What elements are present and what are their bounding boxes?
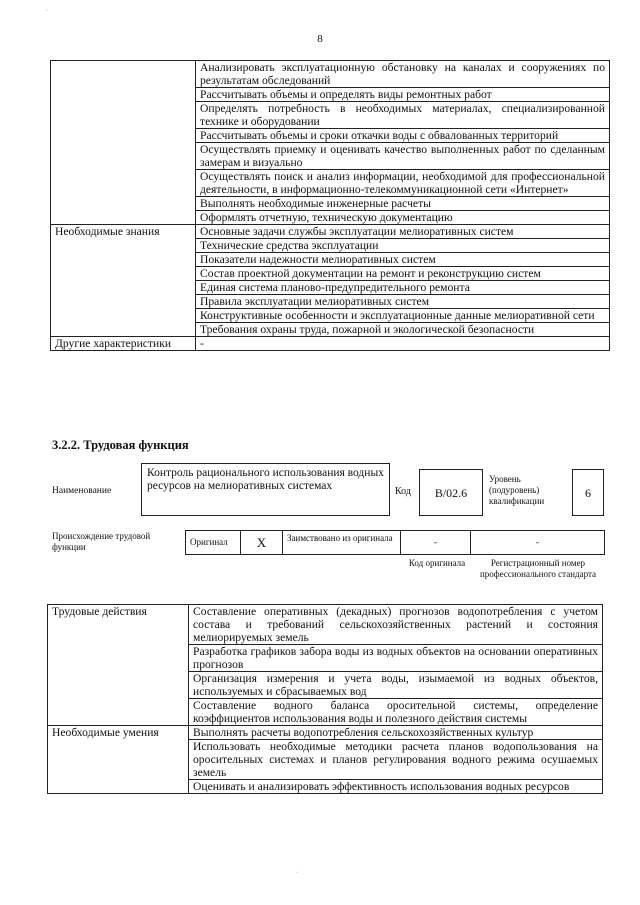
row-description: Оформлять отчетную, техническую документацию — [196, 211, 610, 225]
origin-row — [185, 530, 605, 555]
row-description: Выполнять расчеты водопотребления сельскохозяйственных культур — [189, 726, 603, 740]
registration-number-cell: - — [536, 537, 539, 547]
row-description: Определять потребность в необходимых материалах, специализированной технике и оборудовании — [196, 102, 610, 129]
row-description: Выполнять необходимые инженерные расчеты — [196, 197, 610, 211]
name-label: Наименование — [52, 486, 112, 496]
row-description: Организация измерения и учета воды, изымаемой из водных объектов, используемых и сбрасываемых вод — [189, 672, 603, 699]
row-description: Показатели надежности мелиоративных систем — [196, 253, 610, 267]
row-description: Осуществлять приемку и оценивать качество выполненных работ по сделанным замерам и визуально — [196, 143, 610, 170]
table-row — [51, 337, 610, 351]
level-value: 6 — [572, 469, 604, 516]
row-description: Рассчитывать объемы и определять виды ремонтных работ — [196, 88, 610, 102]
row-description: Основные задачи службы эксплуатации мелиоративных систем — [196, 225, 610, 239]
row-category — [51, 61, 196, 225]
scan-mark: · — [296, 870, 298, 876]
section-title: 3.2.2. Трудовая функция — [52, 438, 189, 452]
table-row — [51, 61, 610, 88]
original-label: Оригинал — [186, 531, 241, 554]
row-description: Оценивать и анализировать эффективность использования водных ресурсов — [189, 780, 603, 794]
level-label: Уровень (подуровень) квалификации — [489, 474, 545, 506]
scan-mark: · — [46, 8, 48, 14]
row-description: Конструктивные особенности и эксплуатационные данные мелиоративной сети — [196, 309, 610, 323]
row-description: Осуществлять поиск и анализ информации, необходимой для профессиональной деятельности, в информационно-телекоммуникационной сети «Интернет» — [196, 170, 610, 197]
row-category: Необходимые умения — [48, 726, 189, 794]
code-label: Код — [395, 486, 411, 497]
table-row — [51, 225, 610, 239]
row-category: Трудовые действия — [48, 605, 189, 726]
row-description: Рассчитывать объемы и сроки откачки воды с обвалованных территорий — [196, 129, 610, 143]
table-row — [48, 726, 603, 740]
page-number: 8 — [317, 33, 323, 45]
function-name: Контроль рационального использования водных ресурсов на мелиоративных системах — [141, 463, 390, 516]
origin-label: Происхождение трудовой функции — [52, 531, 151, 552]
table-row — [48, 605, 603, 645]
row-description: Технические средства эксплуатации — [196, 239, 610, 253]
original-mark: X — [241, 531, 283, 554]
row-description: Требования охраны труда, пожарной и экологической безопасности — [196, 323, 610, 337]
row-description: Составление оперативных (декадных) прогнозов водопотребления с учетом состава и требований сельскохозяйственных растений и состояния мелиорируемых земель — [189, 605, 603, 645]
row-description: - — [196, 337, 610, 351]
row-description: Анализировать эксплуатационную обстановку на каналах и сооружениях по результатам обследований — [196, 61, 610, 88]
original-code-caption: Код оригинала — [408, 558, 466, 568]
row-description: Составление водного баланса оросительной системы, определение коэффициентов использования воды и полезного действия системы — [189, 699, 603, 726]
bottom-function-table — [47, 604, 603, 794]
original-code-cell: - — [401, 531, 471, 554]
top-requirements-table — [50, 60, 610, 351]
registration-number-caption: Регистрационный номер профессионального стандарта — [479, 558, 597, 579]
row-description: Единая система планово-предупредительного ремонта — [196, 281, 610, 295]
row-description: Использовать необходимые методики расчета планов водопользования на оросительных системах и планов регулирования водного режима осушаемых земель — [189, 740, 603, 780]
row-description: Правила эксплуатации мелиоративных систем — [196, 295, 610, 309]
function-code: В/02.6 — [419, 469, 483, 516]
borrowed-label: Заимствовано из оригинала — [283, 531, 401, 554]
row-category: Другие характеристики — [51, 337, 196, 351]
row-description: Состав проектной документации на ремонт и реконструкцию систем — [196, 267, 610, 281]
row-description: Разработка графиков забора воды из водных объектов на основании оперативных прогнозов — [189, 645, 603, 672]
row-category: Необходимые знания — [51, 225, 196, 337]
